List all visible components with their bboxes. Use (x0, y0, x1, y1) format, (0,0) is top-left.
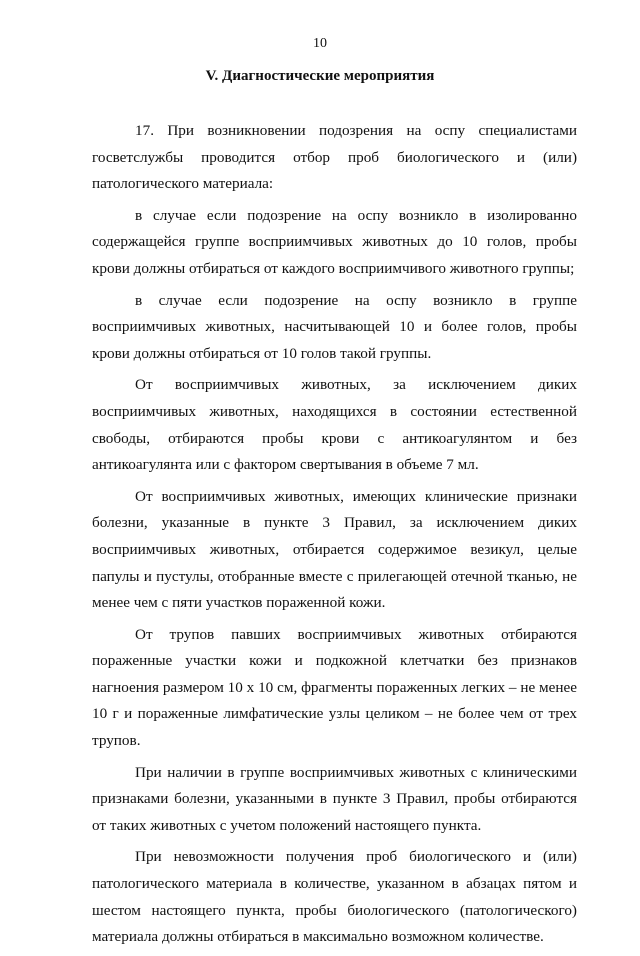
page-number: 10 (313, 36, 327, 51)
paragraph-max-quantity: При невозможности получения проб биологического и (или) патологического материала в количестве, указанном в абзацах пятом и шестом настоящего пункта, пробы биологического (патологического) материала должны отбираться в максимально возможном количестве. (92, 848, 577, 946)
paragraph-clinical-signs: От восприимчивых животных, имеющих клинические признаки болезни, указанные в пункте 3 Правил, за исключением диких восприимчивых животных, отбирается содержимое везикул, целые папулы и пустулы, отобранные вместе с прилегающей отечной тканью, не менее чем с пяти участков пораженной кожи. (92, 487, 577, 612)
paragraph-isolated-group: в случае если подозрение на оспу возникло в изолированно содержащейся группе восприимчивых животных до 10 голов, пробы крови должны отбираться от каждого восприимчивого животного группы; (92, 206, 577, 277)
section-heading: V. Диагностические мероприятия (205, 68, 435, 84)
paragraph-clinical-group: При наличии в группе восприимчивых животных с клиническими признаками болезни, указанными в пункте 3 Правил, пробы отбираются от таких животных с учетом положений настоящего пункта. (92, 763, 577, 834)
section-body (92, 118, 577, 956)
paragraph-blood-samples: От восприимчивых животных, за исключением диких восприимчивых животных, находящихся в состоянии естественной свободы, отбираются пробы крови с антикоагулянтом и без антикоагулянта или с фактором свертывания в объеме 7 мл. (92, 376, 577, 474)
paragraph-carcasses: От трупов павших восприимчивых животных отбираются пораженные участки кожи и подкожной клетчатки без признаков нагноения размером 10 х 10 см, фрагменты пораженных легких – не менее 10 г и пораженные лимфатические узлы целиком – не более чем от трех трупов. (92, 625, 577, 750)
paragraph-large-group: в случае если подозрение на оспу возникло в группе восприимчивых животных, насчитывающей 10 и более голов, пробы крови должны отбираться от 10 голов такой группы. (92, 291, 577, 362)
paragraph-item-17: 17. При возникновении подозрения на оспу специалистами госветслужбы проводится отбор проб биологического и (или) патологического материала: (92, 122, 577, 193)
